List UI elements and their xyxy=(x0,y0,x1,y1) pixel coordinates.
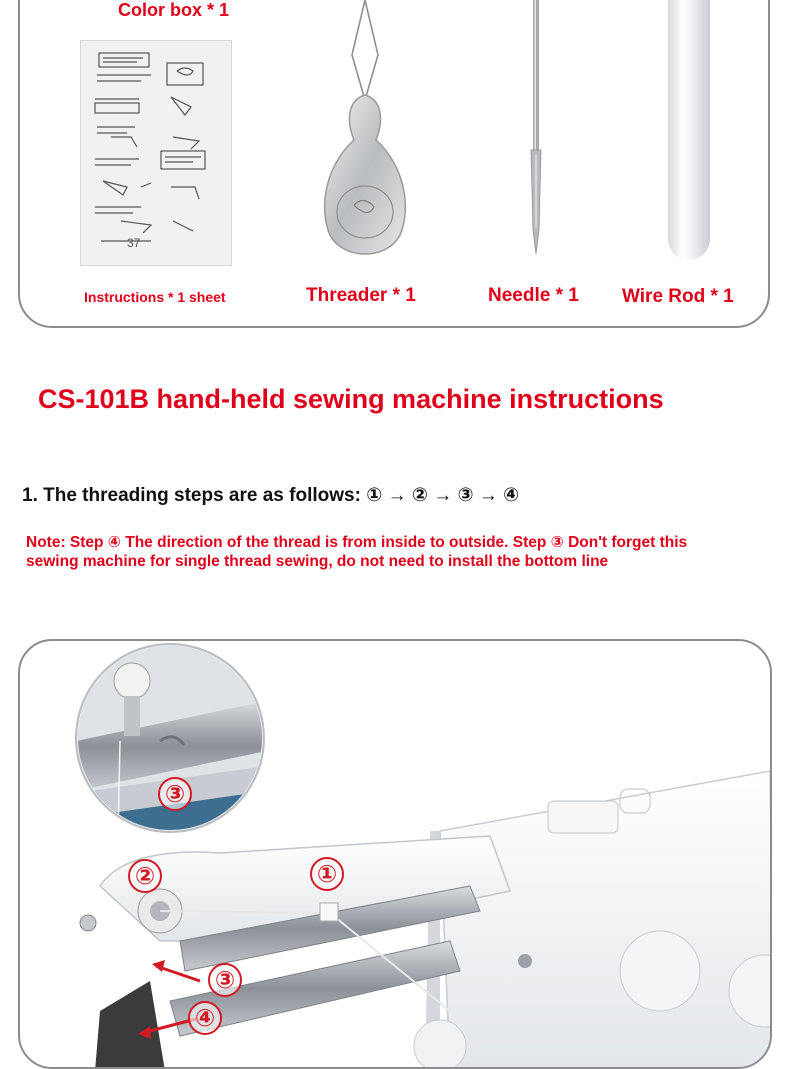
caption-needle: Needle * 1 xyxy=(488,285,579,306)
threading-steps-heading: 1. The threading steps are as follows: ① → ② → ③ → ④ xyxy=(22,485,520,506)
threader-image xyxy=(310,0,420,270)
marker-2: ② xyxy=(128,859,162,893)
instruction-sheet-image xyxy=(80,40,232,266)
color-box-label: Color box * 1 xyxy=(118,0,230,20)
page-title: CS-101B hand-held sewing machine instructions xyxy=(38,384,664,414)
caption-instructions: Instructions * 1 sheet xyxy=(84,289,226,305)
marker-1: ① xyxy=(310,857,344,891)
threading-note: Note: Step ④ The direction of the thread is from inside to outside. Step ③ Don't forget this sewing machine for single thread sewing, do not need to install the bottom line xyxy=(26,534,688,570)
marker-3: ③ xyxy=(208,963,242,997)
caption-threader: Threader * 1 xyxy=(306,285,416,306)
caption-wire-rod: Wire Rod * 1 xyxy=(622,286,734,307)
machine-illustration xyxy=(20,641,772,1069)
marker-3-inset: ③ xyxy=(158,777,192,811)
machine-diagram-panel xyxy=(18,639,772,1069)
svg-text:37: 37 xyxy=(127,236,141,250)
needle-image xyxy=(520,0,552,260)
marker-4: ④ xyxy=(188,1001,222,1035)
wire-rod-image xyxy=(668,0,710,260)
